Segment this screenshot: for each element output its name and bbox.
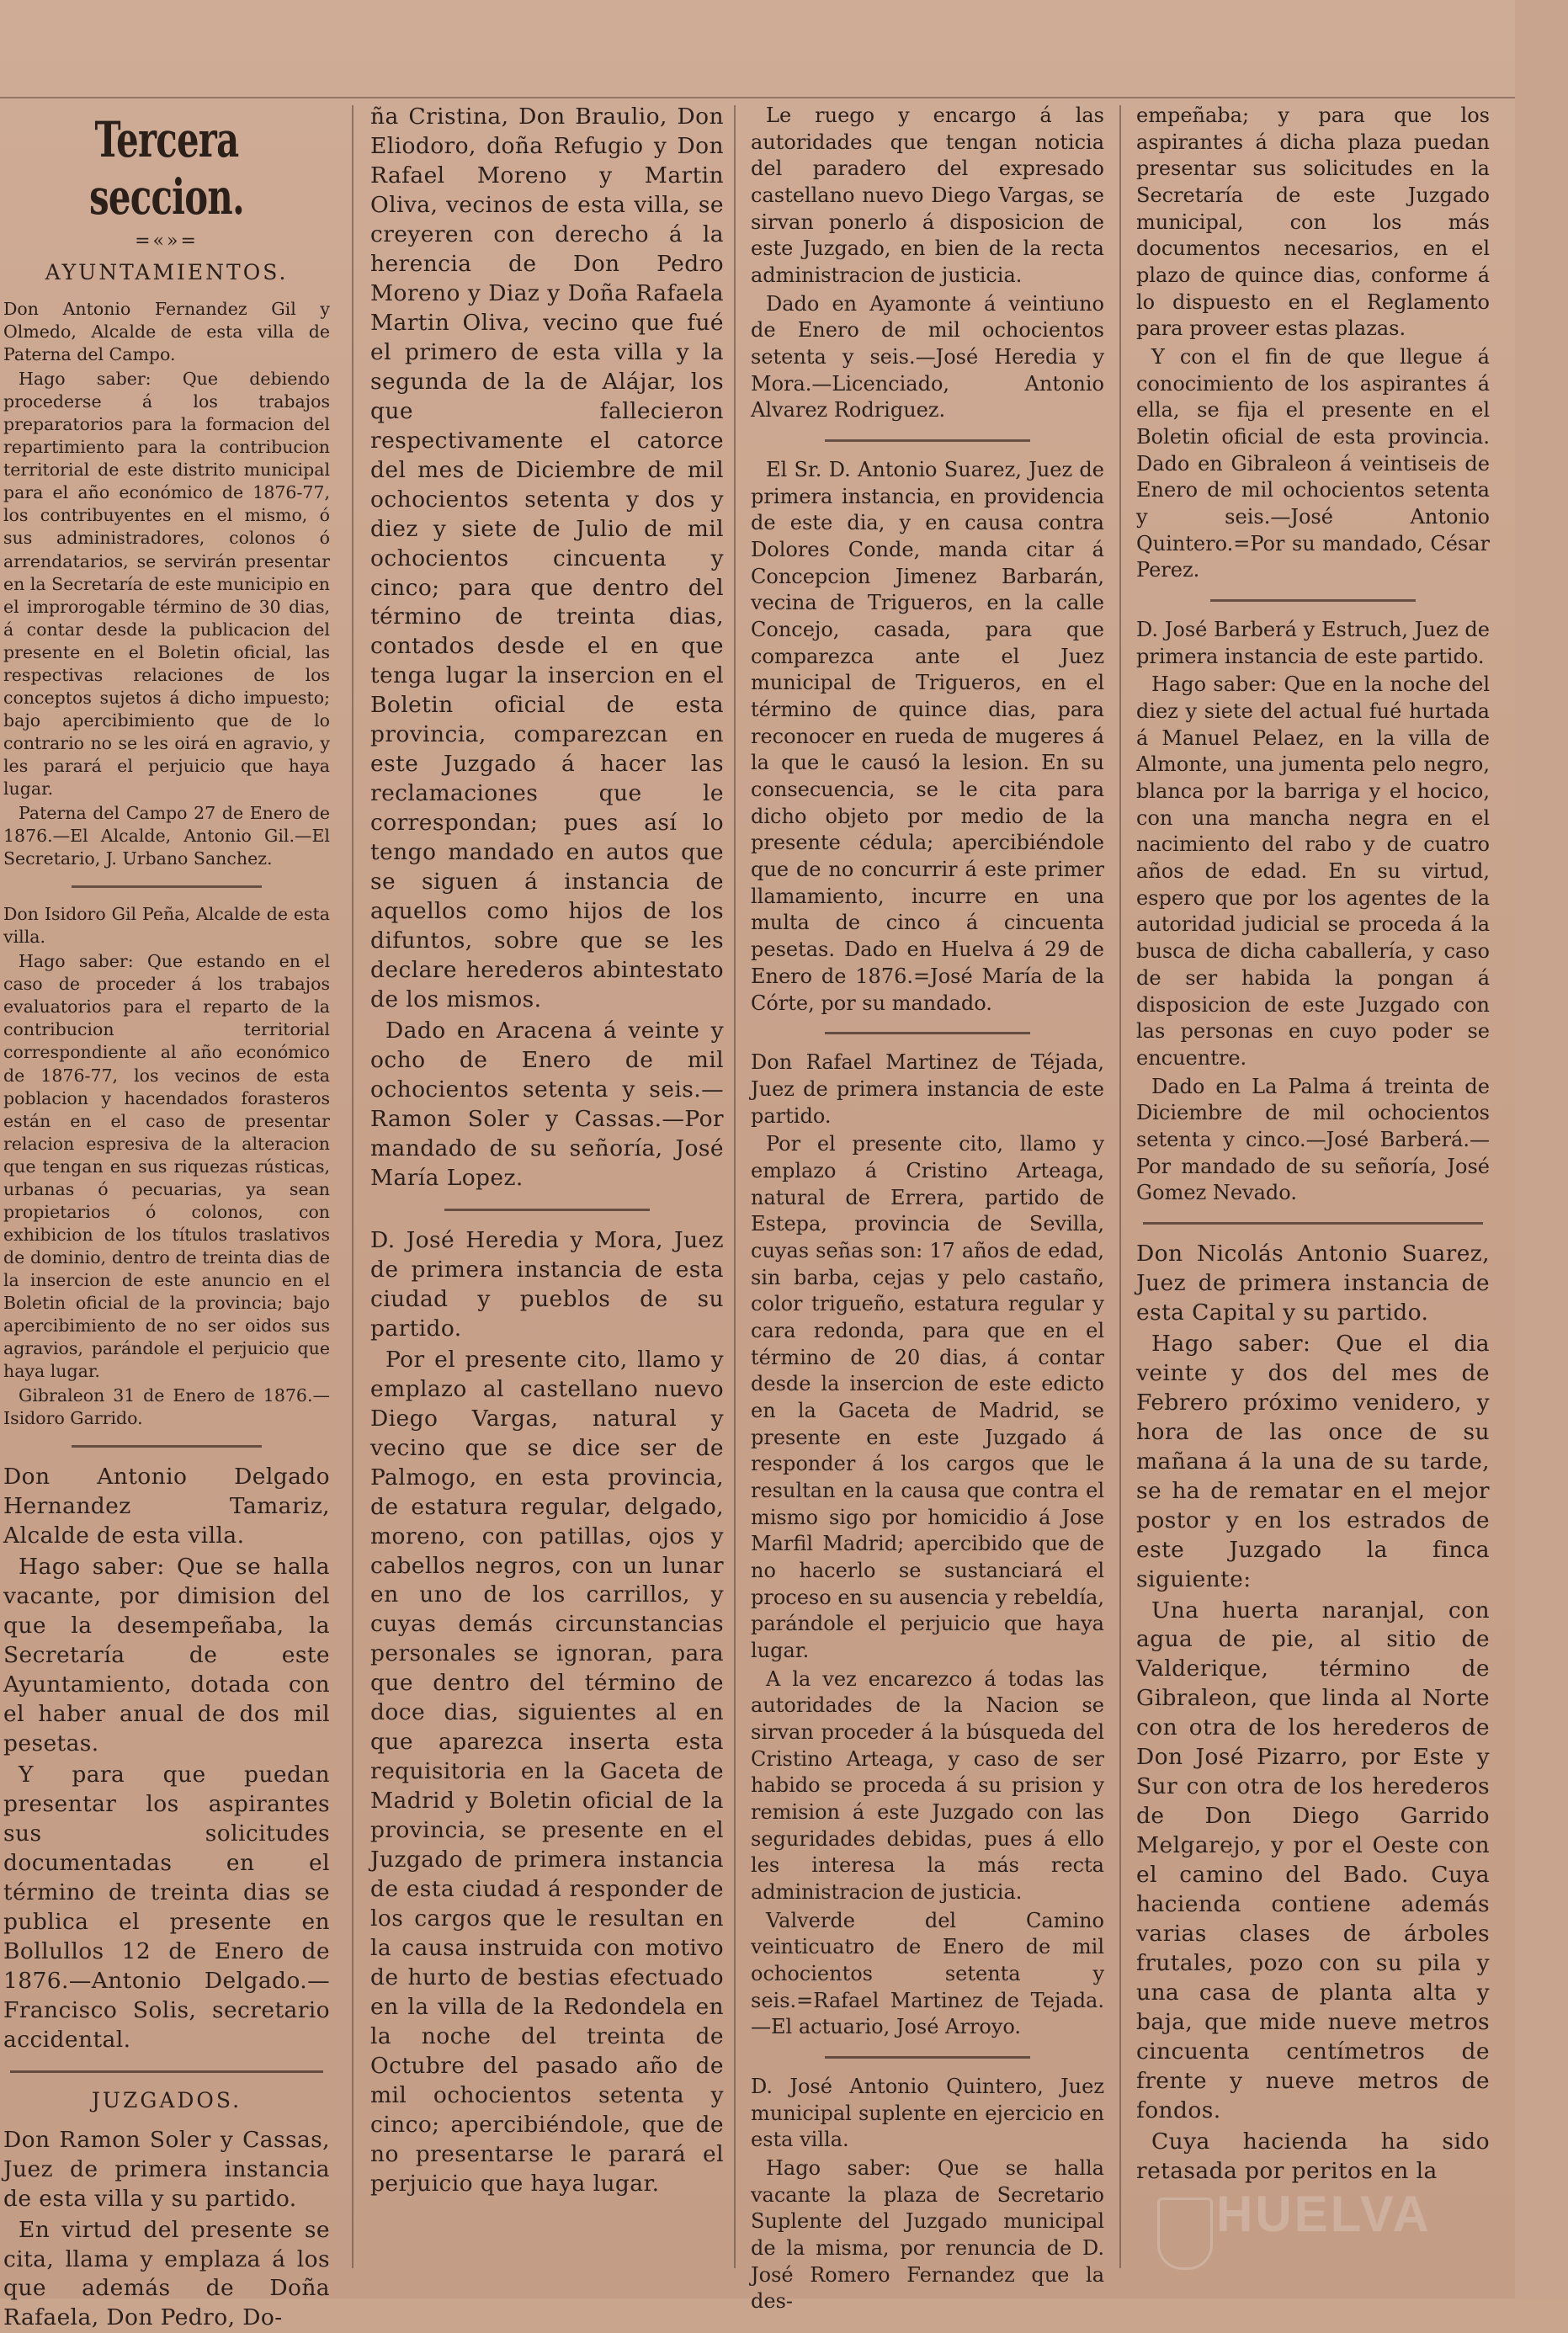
notice-quintero-title: D. José Antonio Quintero, Juez municipal suplente en ejercicio en esta villa. bbox=[751, 2075, 1104, 2152]
notice-bollullos-signature: Y para que puedan presentar los aspirantes sus solicitudes documentadas en el término de treinta dias se publica el presente en Bollullos 12 de Enero de 1876.—Antonio Delgado.—Francisco Solis, secretario accidental. bbox=[3, 1761, 330, 2053]
separator bbox=[72, 885, 261, 888]
ayuntamientos-heading: AYUNTAMIENTOS. bbox=[45, 260, 289, 284]
notice-gibraleon-body: Hago saber: Que estando en el caso de proceder á los trabajos evaluatorios para el reparto de la contribucion territorial correspondiente al año económico de 1876-77, los vecinos de esta poblacion y hacendados forasteros están en el caso de presentar relacion espresiva de la alteracion que tengan en sus riquezas rústicas, urbanas ó pecuarias, ya sean propietarios ó colonos, con exhibicion de los títulos traslativos de dominio, dentro de treinta dias de la insercion de este anuncio en el Boletin oficial de la provincia; bajo apercibimiento de no ser oidos sus agravios, parándole el perjuicio que haya lugar. bbox=[3, 951, 330, 1382]
notice-lapalma-body: Hago saber: Que en la noche del diez y siete del actual fué hurtada á Manuel Pelaez, en la villa de Almonte, una jumenta pelo negro, blanca por la barriga y el hocico, con una mancha negra en el nacimiento del rabo y de cuatro años de edad. En su virtud, espero que por los agentes de la autoridad judicial se proceda á la busca de dicha caballería, y caso de ser habida la pongan á disposicion de este Juzgado con las personas en cuyo poder se encuentre. bbox=[1136, 672, 1490, 1070]
notice-paterna-signature: Paterna del Campo 27 de Enero de 1876.—El Alcalde, Antonio Gil.—El Secretario, J. Urbano Sanchez. bbox=[3, 803, 330, 869]
notice-bollullos-body: Hago saber: Que se halla vacante, por dimision del que la desempeñaba, la Secretaría de este Ayuntamiento, dotada con el haber anual de dos mil pesetas. bbox=[3, 1554, 330, 1756]
notice-aracena-signature: Dado en Aracena á veinte y ocho de Enero de mil ochocientos setenta y seis.—Ramon Soler y Cassas.—Por mandado de su señoría, José María Lopez. bbox=[370, 1018, 724, 1191]
notice-suarez-property: Una huerta naranjal, con agua de pie, al sitio de Valderique, término de Gibraleon, que linda al Norte con otra de los herederos de Don José Pizarro, por Este y Sur con otra de los herederos de Don Diego Garrido Melgarejo, y por el Oeste con el camino del Bado. Cuya hacienda contiene además varias clases de árboles frutales, pozo con su pila y una casa de planta alta y baja, que mide nueve metros cincuenta centímetros de frente y nueve metros de fondos. bbox=[1136, 1597, 1490, 2123]
column-4 bbox=[1128, 103, 1498, 2274]
notice-paterna-body: Hago saber: Que debiendo procederse á los trabajos preparatorios para la formacion del repartimiento para la contribucion territorial de este distrito municipal para el año económico de 1876-77, los contribuyentes en el mismo, ó sus administradores, colonos ó arrendatarios, se servirán presentar en la Secretaría de este municipio en el improrogable término de 30 dias, á contar desde la publicacion del presente en el Boletin oficial, las respectivas relaciones de los conceptos sujetos á dicho impuesto; bajo apercibimiento que de lo contrario no se les oirá en agravio, y les parará el perjuicio que haya lugar. bbox=[3, 369, 330, 799]
notice-huelva-citation: El Sr. D. Antonio Suarez, Juez de primera instancia, en providencia de este dia, y en causa contra Dolores Conde, manda citar á Concepcion Jimenez Barbarán, vecina de Trigueros, en la calle Concejo, casada, para que comparezca ante el Juez municipal de Trigueros, en el término de quince dias, para reconocer en rueda de mugeres á la que le causó la lesion. En su consecuencia, se le cita para dicho objeto por medio de la presente cédula; apercibiéndole que de no concurrir á este primer llamamiento, incurre en una multa de cinco á cincuenta pesetas. Dado en Huelva á 29 de Enero de 1876.=José María de la Córte, por su mandado. bbox=[751, 458, 1104, 1015]
notice-ayamonte-request: Le ruego y encargo á las autoridades que tengan noticia del paradero del expresado castellano nuevo Diego Vargas, se sirvan ponerlo á disposicion de este Juzgado, en bien de la recta administracion de justicia. bbox=[751, 104, 1104, 288]
watermark bbox=[1216, 2186, 1494, 2282]
notice-suarez-body-end: Cuya hacienda ha sido retasada por peritos en la bbox=[1136, 2128, 1490, 2184]
notice-quintero-signature: Y con el fin de que llegue á conocimiento de los aspirantes á ella, se fija el presente en el Boletin oficial de esta provincia. Dado en Gibraleon á veintiseis de Enero de mil ochocientos setenta y seis.—José Antonio Quintero.=Por su mandado, César Perez. bbox=[1136, 345, 1490, 582]
separator bbox=[72, 1445, 261, 1448]
notice-suarez-body: Hago saber: Que el dia veinte y dos del mes de Febrero próximo venidero, y hora de las once de su mañana á la una de su tarde, se ha de rematar en el mejor postor y en los estrados de este Juzgado la finca siguiente: bbox=[1136, 1330, 1490, 1592]
separator bbox=[1143, 1222, 1482, 1225]
separator bbox=[10, 2070, 323, 2073]
notice-valverde-title: Don Rafael Martinez de Téjada, Juez de primera instancia de este partido. bbox=[751, 1050, 1104, 1128]
notice-valverde-request: A la vez encarezco á todas las autoridades de la Nacion se sirvan proceder á la búsqueda del Cristino Arteaga, y caso de ser habido se proceda á su prision y remision á este Juzgado con las seguridades debidas, pues á ello les interesa la más recta administracion de justicia. bbox=[751, 1666, 1104, 1904]
notice-lapalma-title: D. José Barberá y Estruch, Juez de primera instancia de este partido. bbox=[1136, 618, 1490, 668]
notice-bollullos-title: Don Antonio Delgado Hernandez Tamariz, Alcalde de esta villa. bbox=[3, 1464, 330, 1549]
notice-suarez-title: Don Nicolás Antonio Suarez, Juez de primera instancia de esta Capital y su partido. bbox=[1136, 1240, 1490, 1326]
notice-aracena-title: Don Ramon Soler y Cassas, Juez de primera instancia de esta villa y su partido. bbox=[3, 2126, 330, 2212]
notice-ayamonte-body: Por el presente cito, llamo y emplazo al castellano nuevo Diego Vargas, natural y vecino que se dice ser de Palmogo, en esta provincia, de estatura regular, delgado, moreno, con patillas, ojos y cabellos negros, con un lunar en uno de los carrillos, y cuyas demás circunstancias personales se ignoran, para que dentro del término de doce dias, siguientes al en que aparezca inserta esta requisitoria en la Gaceta de Madrid y Boletin oficial de la provincia, se presente en el Juzgado de primera instancia de esta ciudad á responder de los cargos que le resultan en la causa instruida con motivo de hurto de bestias efectuado en la villa de la Redondela en la noche del treinta de Octubre del pasado año de mil ochocientos setenta y cinco; apercibiéndole, que de no presentarse le parará el perjuicio que haya lugar. bbox=[370, 1346, 724, 2197]
notice-ayamonte-signature: Dado en Ayamonte á veintiuno de Enero de mil ochocientos setenta y seis.—José Heredia y Mora.—Licenciado, Antonio Alvarez Rodriguez. bbox=[751, 291, 1104, 422]
notice-lapalma-signature: Dado en La Palma á treinta de Diciembre de mil ochocientos setenta y cinco.—José Barberá.—Por mandado de su señoría, José Gomez Nevado. bbox=[1136, 1074, 1490, 1205]
separator bbox=[1210, 599, 1416, 602]
shield-icon bbox=[1157, 2197, 1213, 2270]
column-rule-3 bbox=[1119, 105, 1121, 2268]
watermark-text: HUELVA bbox=[1216, 2186, 1432, 2242]
top-rule bbox=[0, 97, 1515, 98]
notice-aracena-body-start: En virtud del presente se cita, llama y emplaza á los que además de Doña Rafaela, Don Pedro, Do- bbox=[3, 2216, 330, 2331]
separator bbox=[825, 1032, 1030, 1034]
separator bbox=[444, 1209, 650, 1211]
juzgados-heading: JUZGADOS. bbox=[91, 2087, 242, 2112]
notice-aracena-body-cont: ña Cristina, Don Braulio, Don Eliodoro, doña Refugio y Don Rafael Moreno y Martin Oliva, vecinos de esta villa, se creyeren con derecho á la herencia de Don Pedro Moreno y Diaz y Doña Rafaela Martin Oliva, vecino que fué el primero de esta villa y la segunda de la de Alájar, los que fallecieron respectivamente el catorce del mes de Diciembre de mil ochocientos setenta y dos y diez y siete de Julio de mil ochocientos cincuenta y cinco; para que dentro del término de treinta dias, contados desde el en que tenga lugar la insercion en el Boletin oficial de esta provincia, comparezcan en este Juzgado á hacer las reclamaciones que le correspondan; pues así lo tengo mandado en autos que se siguen á instancia de aquellos como hijos de los difuntos, sobre que se les declare herederos abintestato de los mismos. bbox=[370, 104, 724, 1013]
notice-quintero-body-start: Hago saber: Que se halla vacante la plaza de Secretario Suplente del Juzgado municipal de la misma, por renuncia de D. José Romero Fernandez que la des- bbox=[751, 2156, 1104, 2314]
column-2 bbox=[362, 103, 732, 2274]
notice-valverde-signature: Valverde del Camino veinticuatro de Enero de mil ochocientos setenta y seis.=Rafael Martinez de Tejada.—El actuario, José Arroyo. bbox=[751, 1908, 1104, 2039]
column-3 bbox=[742, 103, 1113, 2314]
notice-gibraleon-signature: Gibraleon 31 de Enero de 1876.—Isidoro Garrido. bbox=[3, 1385, 330, 1429]
notice-gibraleon-title: Don Isidoro Gil Peña, Alcalde de esta villa. bbox=[3, 904, 330, 948]
notice-quintero-body-cont: empeñaba; y para que los aspirantes á dicha plaza puedan presentar sus solicitudes en la Secretaría de este Juzgado municipal, con los más documentos necesarios, en el plazo de quince dias, conforme á lo dispuesto en el Reglamento para proveer estas plazas. bbox=[1136, 104, 1490, 341]
separator bbox=[825, 2056, 1030, 2059]
column-rule-2 bbox=[734, 105, 736, 2268]
notice-valverde-body: Por el presente cito, llamo y emplazo á Cristino Arteaga, natural de Errera, partido de Estepa, provincia de Sevilla, cuyas señas son: 17 años de edad, sin barba, cejas y pelo castaño, color trigueño, estatura regular y cara redonda, para que en el término de 20 dias, á contar desde la insercion de este edicto en la Gaceta de Madrid, se presente en este Juzgado á responder á los cargos que le resultan en la causa que contra el mismo sigo por homicidio á Jose Marfil Madrid; apercibido que de no hacerlo se sustanciará el proceso en su ausencia y rebeldía, parándole el perjuicio que haya lugar. bbox=[751, 1132, 1104, 1662]
right-margin bbox=[1515, 0, 1568, 2298]
notice-paterna-title: Don Antonio Fernandez Gil y Olmedo, Alcalde de esta villa de Paterna del Campo. bbox=[3, 299, 330, 365]
ornament: =«»= bbox=[135, 231, 199, 252]
section-title: Tercera seccion. bbox=[89, 111, 244, 226]
separator bbox=[825, 439, 1030, 442]
column-1 bbox=[0, 103, 337, 2331]
notice-ayamonte-title: D. José Heredia y Mora, Juez de primera instancia de esta ciudad y pueblos de su partido. bbox=[370, 1226, 724, 1342]
column-rule-1 bbox=[352, 105, 353, 2268]
